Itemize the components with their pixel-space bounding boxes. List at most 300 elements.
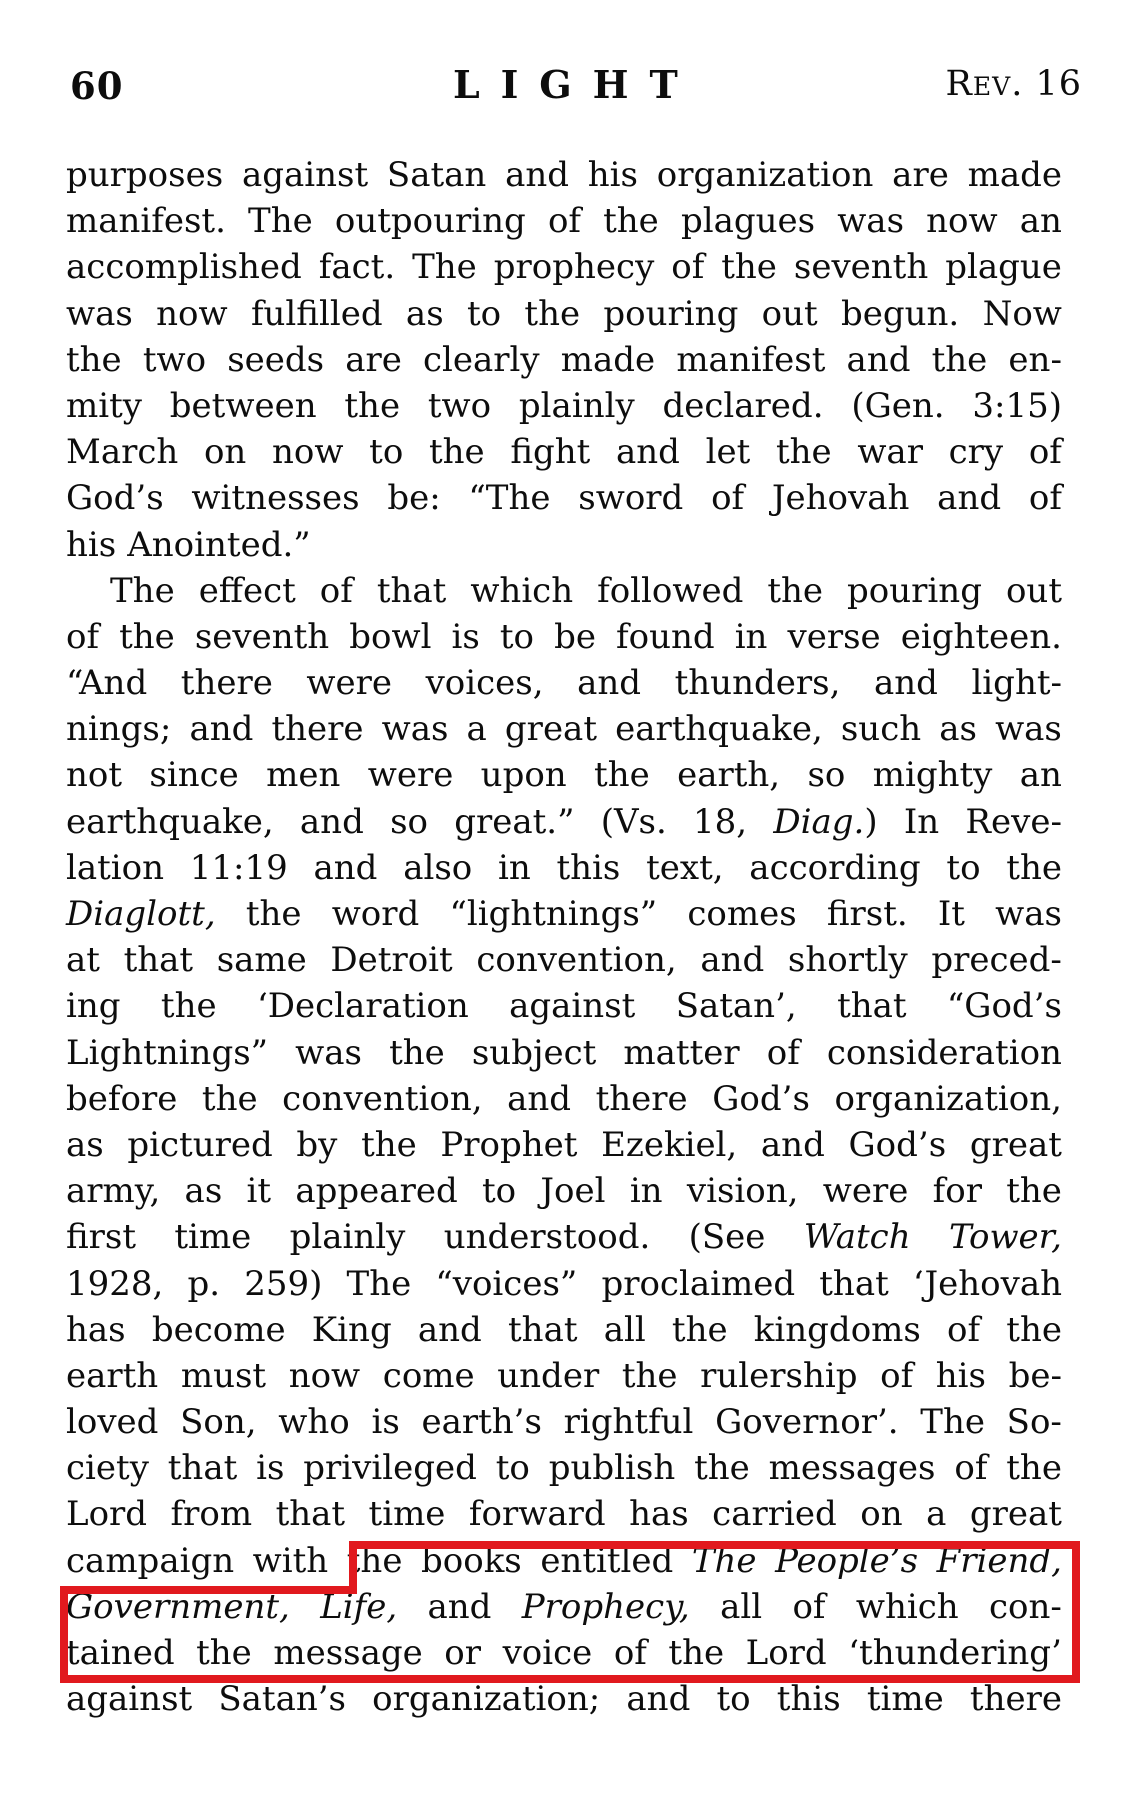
- word: (Gen.: [851, 385, 945, 426]
- word: Satan’s: [218, 1679, 347, 1720]
- word: since: [149, 755, 239, 796]
- word: and: [189, 709, 254, 750]
- word: such: [840, 709, 922, 750]
- text-line: [66, 1261, 1062, 1307]
- word: and: [626, 1679, 691, 1720]
- word: not: [66, 755, 123, 796]
- word: the: [160, 986, 217, 1027]
- word: ing: [66, 986, 121, 1027]
- word: the: [767, 570, 824, 611]
- word: and: [937, 478, 1002, 519]
- word: in: [497, 847, 531, 888]
- word: People’s: [775, 1540, 919, 1581]
- word: of: [711, 478, 745, 519]
- word: the: [428, 432, 485, 473]
- word: 3:15): [972, 385, 1062, 426]
- word: organization,: [834, 1078, 1062, 1119]
- word: 18,: [693, 801, 748, 842]
- word: let: [705, 432, 751, 473]
- word: earth’s: [421, 1402, 542, 1443]
- body-text: [66, 152, 1062, 1722]
- word: Son,: [180, 1402, 257, 1443]
- word: The: [412, 247, 477, 288]
- word: was: [66, 293, 133, 334]
- word: 259): [244, 1263, 323, 1304]
- word: the: [344, 385, 401, 426]
- word: war: [857, 432, 923, 473]
- word: that: [837, 986, 907, 1027]
- word: Ezekiel,: [601, 1124, 738, 1165]
- word: out: [761, 293, 818, 334]
- word: of: [319, 570, 353, 611]
- word: outpouring: [334, 201, 526, 242]
- word: Lightnings”: [66, 1032, 269, 1073]
- word: pouring: [603, 293, 739, 334]
- word: become: [151, 1309, 286, 1350]
- word: manifest: [676, 339, 826, 380]
- word: rightful: [563, 1402, 694, 1443]
- word: Diag.): [773, 801, 878, 842]
- word: The: [920, 1402, 985, 1443]
- word: or: [444, 1633, 482, 1673]
- word: manifest.: [66, 201, 226, 242]
- word: It: [937, 894, 965, 934]
- word: In: [903, 801, 940, 842]
- word: that: [508, 1309, 578, 1350]
- word: “The: [468, 478, 551, 519]
- text-line: [66, 1676, 1062, 1722]
- word: his: [66, 524, 117, 565]
- word: Joel: [540, 1171, 606, 1212]
- word: against: [509, 986, 636, 1027]
- word: and: [873, 663, 938, 704]
- word: of: [1028, 432, 1062, 473]
- text-line: [66, 1584, 1062, 1630]
- word: has: [629, 1494, 689, 1535]
- text-line: [66, 568, 1062, 614]
- word: Government,: [66, 1586, 290, 1627]
- word: Satan’,: [675, 986, 797, 1027]
- text-line: [66, 1491, 1062, 1537]
- word: and: [616, 432, 680, 473]
- word: Now: [982, 293, 1062, 334]
- word: the: [1006, 1171, 1062, 1212]
- word: loved: [66, 1402, 159, 1443]
- word: an: [1019, 755, 1062, 796]
- word: is: [256, 1448, 285, 1489]
- word: convention,: [476, 940, 677, 981]
- word: of: [880, 1355, 914, 1396]
- word: made: [967, 155, 1062, 195]
- word: earth: [66, 1355, 159, 1396]
- word: plainly: [289, 1217, 406, 1258]
- page-header: [66, 60, 1082, 112]
- word: witnesses: [191, 478, 360, 519]
- word: vision,: [686, 1171, 799, 1212]
- word: The: [248, 201, 313, 242]
- word: his: [587, 155, 639, 195]
- word: mighty: [872, 755, 993, 796]
- word: pictured: [127, 1124, 273, 1165]
- word: great: [969, 1494, 1062, 1535]
- word: light-: [971, 663, 1062, 704]
- word: carried: [712, 1494, 837, 1535]
- word: en-: [1008, 339, 1062, 380]
- word: Diaglott,: [66, 894, 216, 934]
- word: same: [216, 940, 307, 981]
- word: time: [866, 1679, 944, 1720]
- word: be-: [1008, 1355, 1062, 1396]
- word: Reve-: [965, 801, 1062, 842]
- word: seeds: [227, 339, 325, 380]
- word: to: [482, 1171, 517, 1212]
- word: Anointed.”: [127, 524, 311, 565]
- word: to: [369, 432, 404, 473]
- word: appeared: [295, 1171, 458, 1212]
- word: and: [700, 940, 765, 981]
- word: of: [766, 1032, 800, 1073]
- word: the: [1006, 1448, 1062, 1489]
- word: clearly: [423, 339, 540, 380]
- word: all: [720, 1586, 763, 1627]
- word: King: [311, 1309, 392, 1350]
- word: and: [846, 339, 911, 380]
- word: word: [331, 894, 420, 934]
- word: as: [405, 293, 444, 334]
- word: forward: [468, 1494, 606, 1535]
- word: it: [246, 1171, 272, 1212]
- word: the: [524, 293, 581, 334]
- word: God’s: [712, 1078, 810, 1119]
- text-line: [66, 198, 1062, 244]
- word: that: [167, 1448, 238, 1489]
- text-line: [66, 152, 1062, 198]
- word: proclaimed: [601, 1263, 796, 1304]
- word: kingdoms: [753, 1309, 921, 1350]
- word: entitled: [540, 1540, 674, 1581]
- text-line: [66, 475, 1062, 521]
- word: also: [403, 847, 473, 888]
- word: first.: [826, 894, 908, 934]
- word: 11:19: [189, 847, 288, 888]
- text-line: [66, 1445, 1062, 1491]
- text-line: [66, 983, 1062, 1029]
- word: the: [245, 894, 302, 934]
- text-line: [66, 1214, 1062, 1260]
- word: matter: [623, 1032, 740, 1073]
- word: there: [271, 709, 364, 750]
- text-line: [66, 291, 1062, 337]
- word: (See: [688, 1217, 766, 1258]
- word: of: [792, 1586, 826, 1627]
- word: So-: [1006, 1402, 1062, 1443]
- text-line: [66, 752, 1062, 798]
- word: first: [66, 1217, 137, 1258]
- text-line: [66, 1353, 1062, 1399]
- word: earthquake,: [66, 801, 274, 842]
- word: March: [66, 432, 179, 473]
- word: out: [1005, 570, 1062, 611]
- word: the: [389, 1032, 445, 1073]
- word: and: [505, 155, 570, 195]
- word: “God’s: [946, 986, 1062, 1027]
- text-line: [66, 244, 1062, 290]
- word: made: [560, 339, 656, 380]
- word: upon: [480, 755, 567, 796]
- word: as: [939, 709, 977, 750]
- word: (Vs.: [600, 801, 667, 842]
- word: Detroit: [330, 940, 453, 981]
- word: are: [892, 155, 949, 195]
- word: books: [421, 1540, 522, 1581]
- text-line: [66, 1122, 1062, 1168]
- word: there: [180, 663, 273, 704]
- word: so: [390, 801, 428, 842]
- word: come: [382, 1355, 475, 1396]
- word: great: [504, 709, 597, 750]
- word: lation: [66, 847, 165, 888]
- word: Lord: [66, 1494, 148, 1535]
- chapter-reference: Rev. 16: [945, 64, 1082, 104]
- word: and: [507, 1078, 572, 1119]
- word: cry: [948, 432, 1004, 473]
- word: ‘Jehovah: [912, 1263, 1062, 1304]
- word: p.: [187, 1263, 221, 1304]
- word: which: [855, 1586, 959, 1627]
- word: earthquake,: [615, 709, 823, 750]
- text-line: [66, 1538, 1062, 1584]
- word: seventh: [793, 247, 929, 288]
- word: be: [554, 616, 596, 657]
- word: Tower,: [948, 1217, 1062, 1258]
- word: God’s: [848, 1124, 947, 1165]
- word: there: [595, 1078, 688, 1119]
- word: comes: [687, 894, 797, 934]
- word: the: [1006, 847, 1062, 888]
- word: mity: [66, 385, 142, 426]
- word: organization: [656, 155, 874, 195]
- word: so: [807, 755, 846, 796]
- text-line: [66, 891, 1062, 937]
- word: bowl: [349, 616, 432, 657]
- word: that: [819, 1263, 889, 1304]
- word: “And: [66, 663, 148, 704]
- text-line: [66, 1307, 1062, 1353]
- text-line: [66, 614, 1062, 660]
- word: the: [721, 247, 777, 288]
- word: Watch: [803, 1217, 911, 1258]
- word: the: [594, 755, 650, 796]
- word: his: [935, 1355, 987, 1396]
- word: time: [174, 1217, 252, 1258]
- word: now: [272, 432, 344, 473]
- text-line: [66, 706, 1062, 752]
- word: the: [671, 1309, 728, 1350]
- word: Prophet: [440, 1124, 578, 1165]
- text-line: [66, 429, 1062, 475]
- word: at: [66, 940, 100, 981]
- word: earth,: [677, 755, 781, 796]
- word: be:: [387, 478, 441, 519]
- word: “lightnings”: [449, 894, 658, 934]
- word: the: [361, 1124, 417, 1165]
- word: text,: [646, 847, 724, 888]
- word: a: [466, 709, 487, 750]
- word: were: [367, 755, 454, 796]
- word: publish: [548, 1448, 676, 1489]
- word: was: [381, 709, 449, 750]
- word: the: [603, 201, 659, 242]
- word: campaign: [66, 1540, 235, 1581]
- word: messages: [768, 1448, 936, 1489]
- word: Life,: [320, 1586, 398, 1627]
- word: that: [275, 1494, 346, 1535]
- word: fight: [510, 432, 591, 473]
- text-line: [66, 937, 1062, 983]
- word: of: [66, 616, 100, 657]
- text-line: [66, 845, 1062, 891]
- word: Jehovah: [771, 478, 910, 519]
- word: before: [66, 1078, 178, 1119]
- word: this: [776, 1679, 841, 1720]
- word: and: [577, 663, 642, 704]
- word: plagues: [680, 201, 816, 242]
- text-line: [66, 1030, 1062, 1076]
- text-line: [66, 522, 1062, 568]
- word: found: [616, 616, 715, 657]
- word: fact.: [318, 247, 396, 288]
- word: pouring: [847, 570, 982, 611]
- word: was: [837, 201, 905, 242]
- word: against: [241, 155, 369, 195]
- word: in: [629, 1171, 663, 1212]
- word: now: [926, 201, 998, 242]
- word: were: [822, 1171, 909, 1212]
- word: which: [470, 570, 574, 611]
- text-line: [66, 1399, 1062, 1445]
- word: great: [969, 1124, 1062, 1165]
- word: shortly: [787, 940, 908, 981]
- word: preced-: [931, 940, 1062, 981]
- word: and: [299, 801, 364, 842]
- text-line: [66, 1630, 1062, 1676]
- word: and: [427, 1586, 492, 1627]
- word: of: [613, 1633, 647, 1673]
- word: The: [110, 570, 175, 611]
- page-title: LIGHT: [453, 62, 699, 107]
- word: ciety: [66, 1448, 149, 1489]
- word: to: [499, 616, 535, 657]
- word: and: [760, 1124, 825, 1165]
- text-line: [66, 1168, 1062, 1214]
- word: ‘thundering’: [848, 1633, 1062, 1673]
- word: fulfilled: [250, 293, 383, 334]
- word: of: [1028, 478, 1062, 519]
- word: convention,: [282, 1078, 483, 1119]
- word: of: [954, 1448, 988, 1489]
- word: accomplished: [66, 247, 302, 288]
- word: effect: [198, 570, 296, 611]
- word: ‘Declaration: [256, 986, 469, 1027]
- word: Friend,: [936, 1540, 1062, 1581]
- word: with: [252, 1540, 329, 1581]
- word: were: [306, 663, 393, 704]
- word: now: [288, 1355, 361, 1396]
- word: the: [201, 1078, 258, 1119]
- word: who: [278, 1402, 350, 1443]
- text-line: [66, 1076, 1062, 1122]
- word: the: [196, 1633, 252, 1673]
- text-line: [66, 337, 1062, 383]
- word: purposes: [66, 155, 224, 195]
- word: voice: [502, 1633, 593, 1673]
- word: of: [947, 1309, 981, 1350]
- word: was: [295, 1032, 362, 1073]
- word: by: [296, 1124, 338, 1165]
- word: now: [156, 293, 228, 334]
- word: nings;: [66, 709, 172, 750]
- word: from: [170, 1494, 253, 1535]
- word: that: [123, 940, 194, 981]
- word: two: [427, 385, 492, 426]
- word: declared.: [662, 385, 824, 426]
- word: organization;: [372, 1679, 601, 1720]
- word: voices,: [425, 663, 544, 704]
- word: verse: [787, 616, 881, 657]
- word: under: [497, 1355, 600, 1396]
- text-line: [66, 799, 1062, 845]
- word: the: [346, 1540, 403, 1581]
- word: in: [734, 616, 768, 657]
- word: on: [860, 1494, 903, 1535]
- word: 1928,: [66, 1263, 164, 1304]
- word: the: [621, 1355, 678, 1396]
- word: thunders,: [674, 663, 841, 704]
- word: of: [547, 201, 581, 242]
- text-line: [66, 660, 1062, 706]
- word: the: [775, 432, 832, 473]
- word: army,: [66, 1171, 161, 1212]
- word: The: [691, 1540, 757, 1581]
- word: between: [169, 385, 317, 426]
- word: and: [417, 1309, 482, 1350]
- word: “voices”: [435, 1263, 578, 1304]
- word: this: [556, 847, 621, 888]
- word: the: [931, 339, 988, 380]
- word: to: [716, 1679, 751, 1720]
- word: followed: [597, 570, 744, 611]
- word: Prophecy,: [521, 1586, 690, 1627]
- word: the: [694, 1448, 750, 1489]
- word: as: [66, 1124, 104, 1165]
- text-line: [66, 383, 1062, 429]
- word: the: [1006, 1309, 1062, 1350]
- word: has: [66, 1309, 126, 1350]
- word: men: [266, 755, 341, 796]
- word: great.”: [454, 801, 575, 842]
- word: to: [946, 847, 981, 888]
- word: sword: [578, 478, 684, 519]
- word: God’s: [66, 478, 164, 519]
- word: prophecy: [493, 247, 655, 288]
- word: rulership: [700, 1355, 858, 1396]
- word: Satan: [386, 155, 487, 195]
- word: two: [142, 339, 207, 380]
- word: an: [1019, 201, 1062, 242]
- word: are: [345, 339, 402, 380]
- word: a: [926, 1494, 947, 1535]
- word: was: [995, 894, 1062, 934]
